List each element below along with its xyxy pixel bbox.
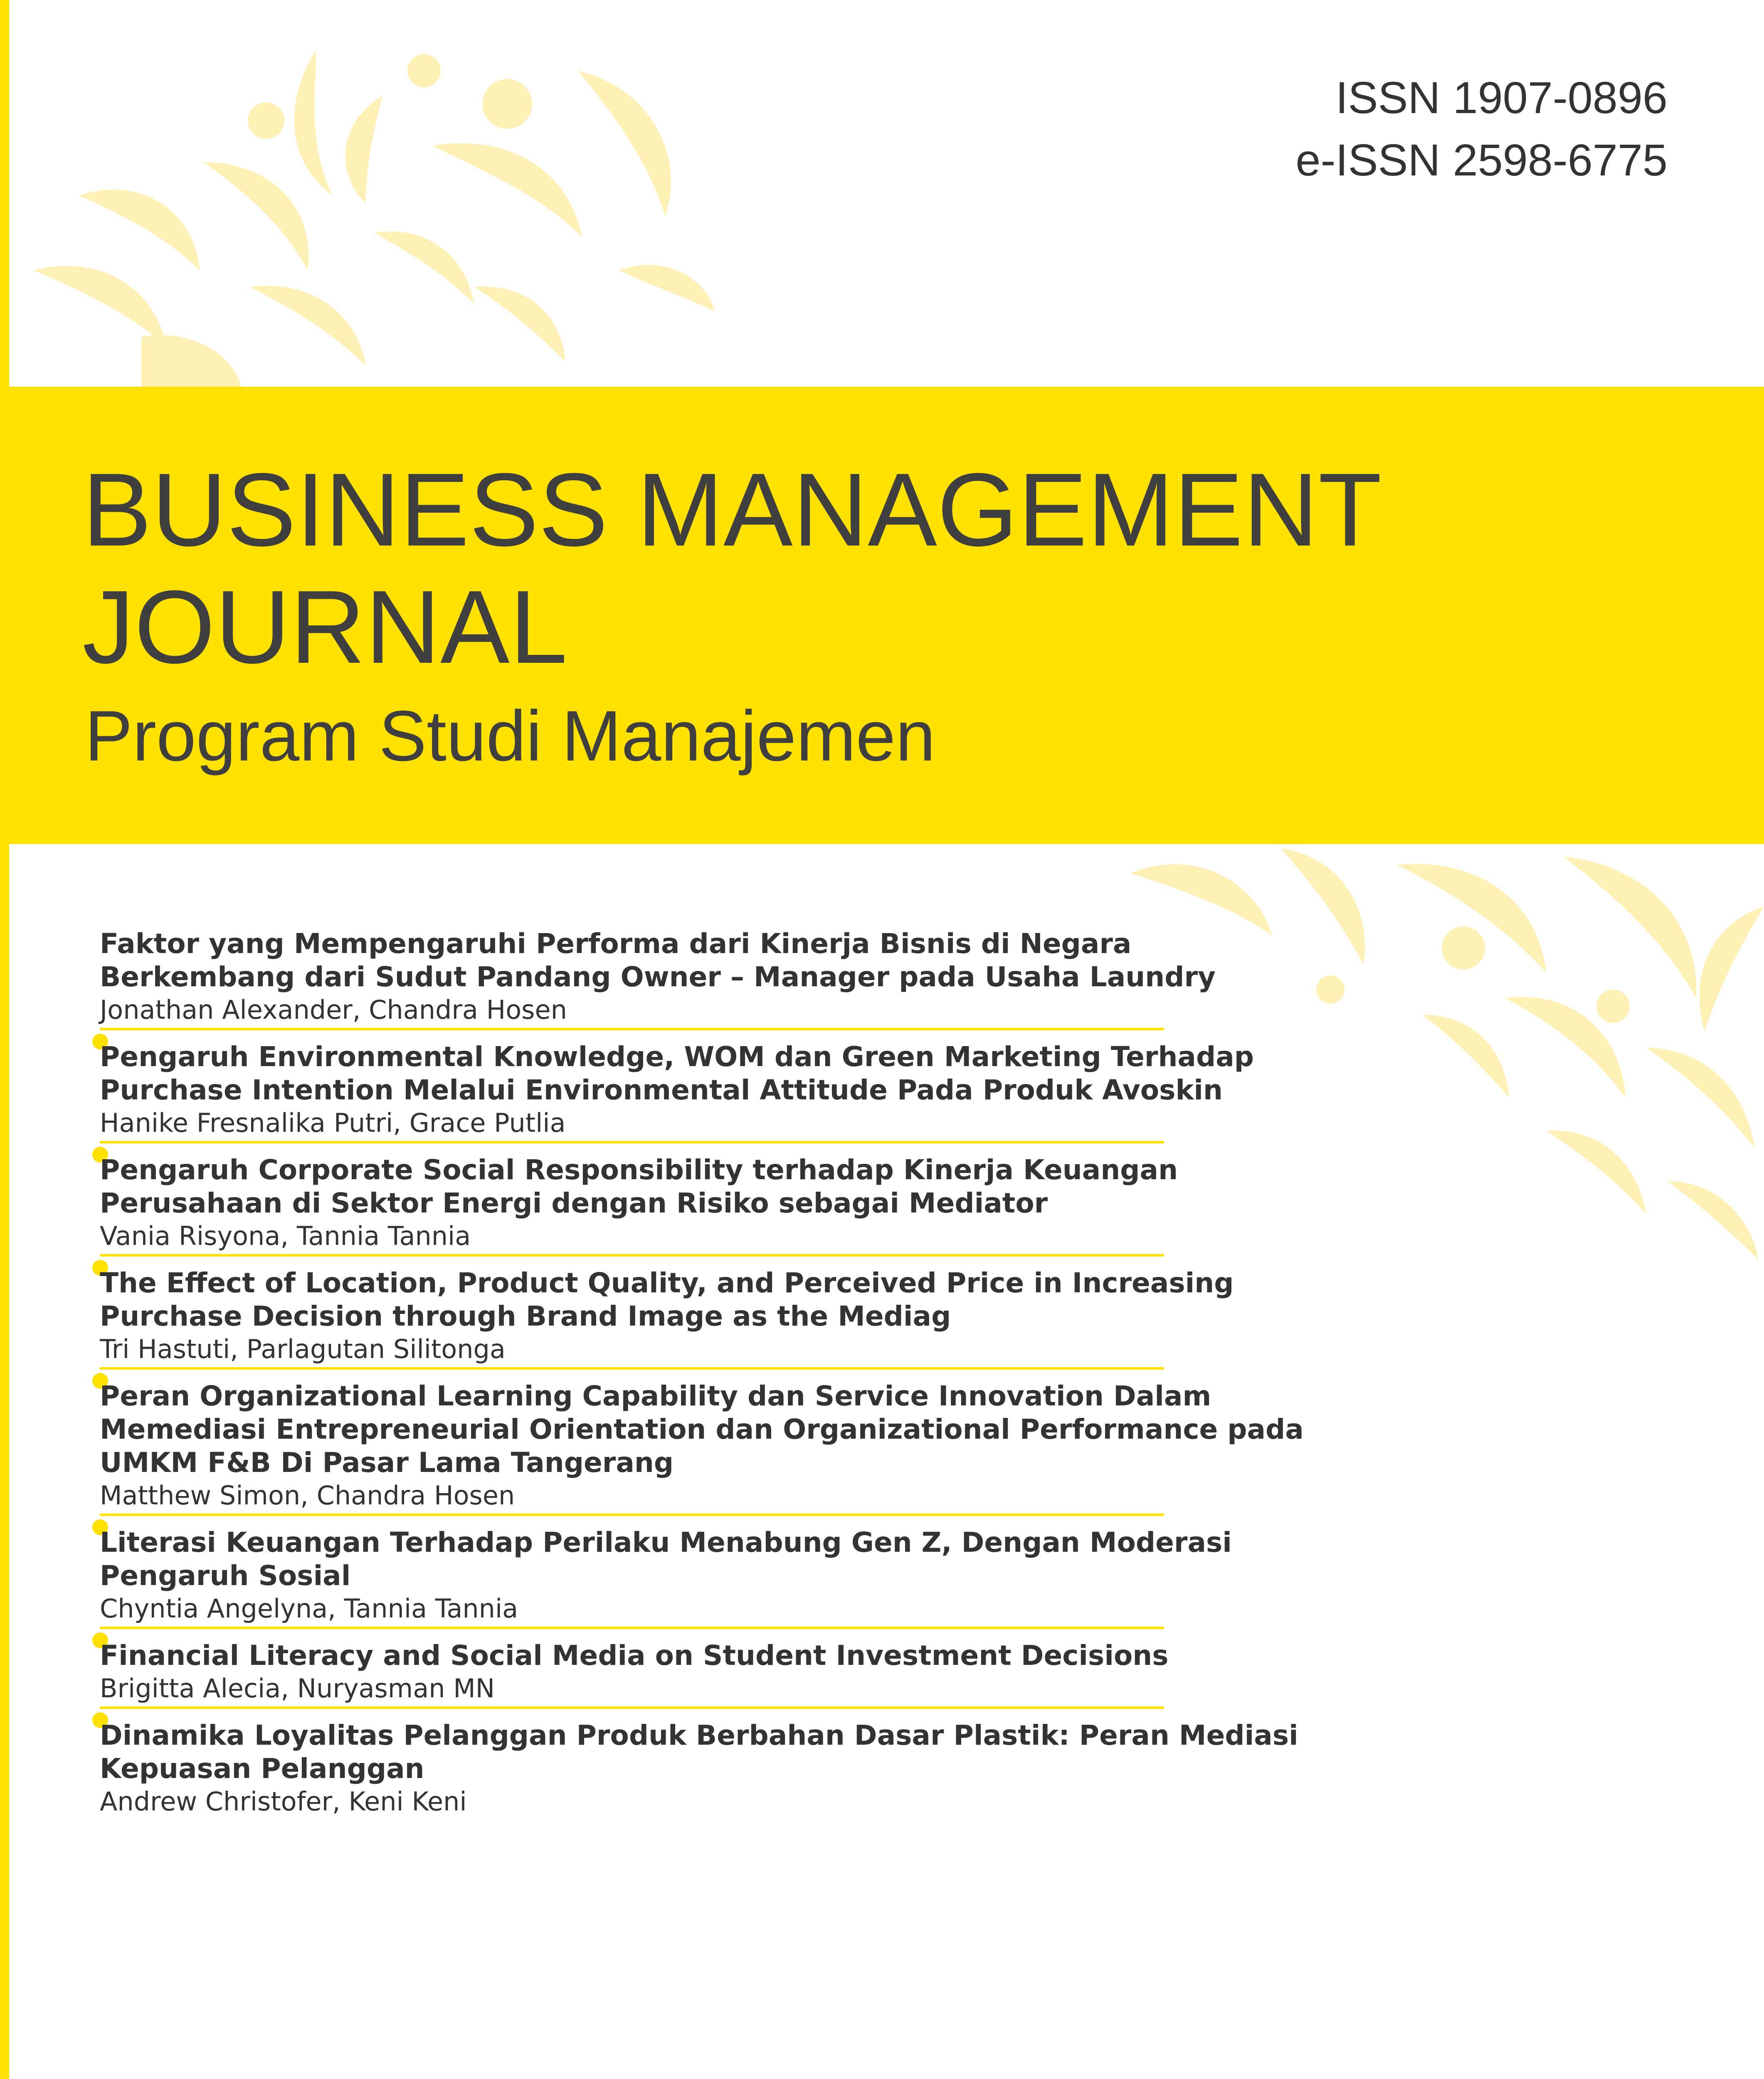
article-authors: Chyntia Angelyna, Tannia Tannia (100, 1593, 518, 1624)
article-item (100, 927, 1305, 1026)
program-name: Program Studi Manajemen (85, 696, 935, 776)
article-title: Peran Organizational Learning Capability dan Service Innovation Dalam Memediasi Entrepreneurial Orientation dan Organizational Performance pada UMKM F&B Di Pasar Lama Tangerang (100, 1380, 1304, 1479)
article-authors: Hanike Fresnalika Putri, Grace Putlia (100, 1108, 566, 1138)
article-separator (100, 1365, 1305, 1380)
left-accent-stripe (0, 0, 9, 2079)
article-title: Literasi Keuangan Terhadap Perilaku Menabung Gen Z, Dengan Moderasi Pengaruh Sosial (100, 1526, 1232, 1592)
article-item (100, 1380, 1305, 1512)
journal-title-line2: JOURNAL (82, 569, 567, 685)
article-item (100, 1719, 1305, 1818)
article-item (100, 1267, 1305, 1365)
article-item (100, 1639, 1305, 1705)
article-item (100, 1153, 1305, 1252)
table-of-contents (100, 927, 1305, 1818)
article-title: Pengaruh Environmental Knowledge, WOM dan Green Marketing Terhadap Purchase Intention Melalui Environmental Attitude Pada Produk Avoskin (100, 1041, 1254, 1106)
article-separator (100, 1705, 1305, 1719)
issn-block (1295, 67, 1668, 191)
article-title: Pengaruh Corporate Social Responsibility terhadap Kinerja Keuangan Perusahaan di Sektor Energi dengan Risiko sebagai Mediator (100, 1154, 1178, 1219)
article-title: The Effect of Location, Product Quality, and Perceived Price in Increasing Purchase Decision through Brand Image as the Mediag (100, 1267, 1234, 1332)
article-separator (100, 1026, 1305, 1040)
floral-ornament-top-left-icon (17, 37, 723, 387)
journal-title (82, 451, 1496, 686)
article-separator (100, 1625, 1305, 1639)
issn-electronic: e-ISSN 2598-6775 (1295, 135, 1668, 185)
article-authors: Brigitta Alecia, Nuryasman MN (100, 1673, 495, 1704)
article-separator (100, 1252, 1305, 1267)
article-authors: Andrew Christofer, Keni Keni (100, 1786, 467, 1817)
article-authors: Tri Hastuti, Parlagutan Silitonga (100, 1334, 506, 1364)
article-item (100, 1526, 1305, 1625)
article-authors: Vania Risyona, Tannia Tannia (100, 1221, 471, 1251)
article-title: Financial Literacy and Social Media on Student Investment Decisions (100, 1639, 1169, 1672)
article-authors: Matthew Simon, Chandra Hosen (100, 1480, 515, 1511)
article-separator (100, 1512, 1305, 1526)
article-title: Dinamika Loyalitas Pelanggan Produk Berbahan Dasar Plastik: Peran Mediasi Kepuasan Pelanggan (100, 1719, 1298, 1785)
journal-title-line1: BUSINESS MANAGEMENT (82, 452, 1382, 568)
article-separator (100, 1139, 1305, 1153)
article-title: Faktor yang Mempengaruhi Performa dari Kinerja Bisnis di Negara Berkembang dari Sudut Pandang Owner – Manager pada Usaha Laundry (100, 928, 1216, 993)
article-item (100, 1040, 1305, 1139)
article-authors: Jonathan Alexander, Chandra Hosen (100, 995, 567, 1025)
issn-print: ISSN 1907-0896 (1335, 72, 1668, 123)
